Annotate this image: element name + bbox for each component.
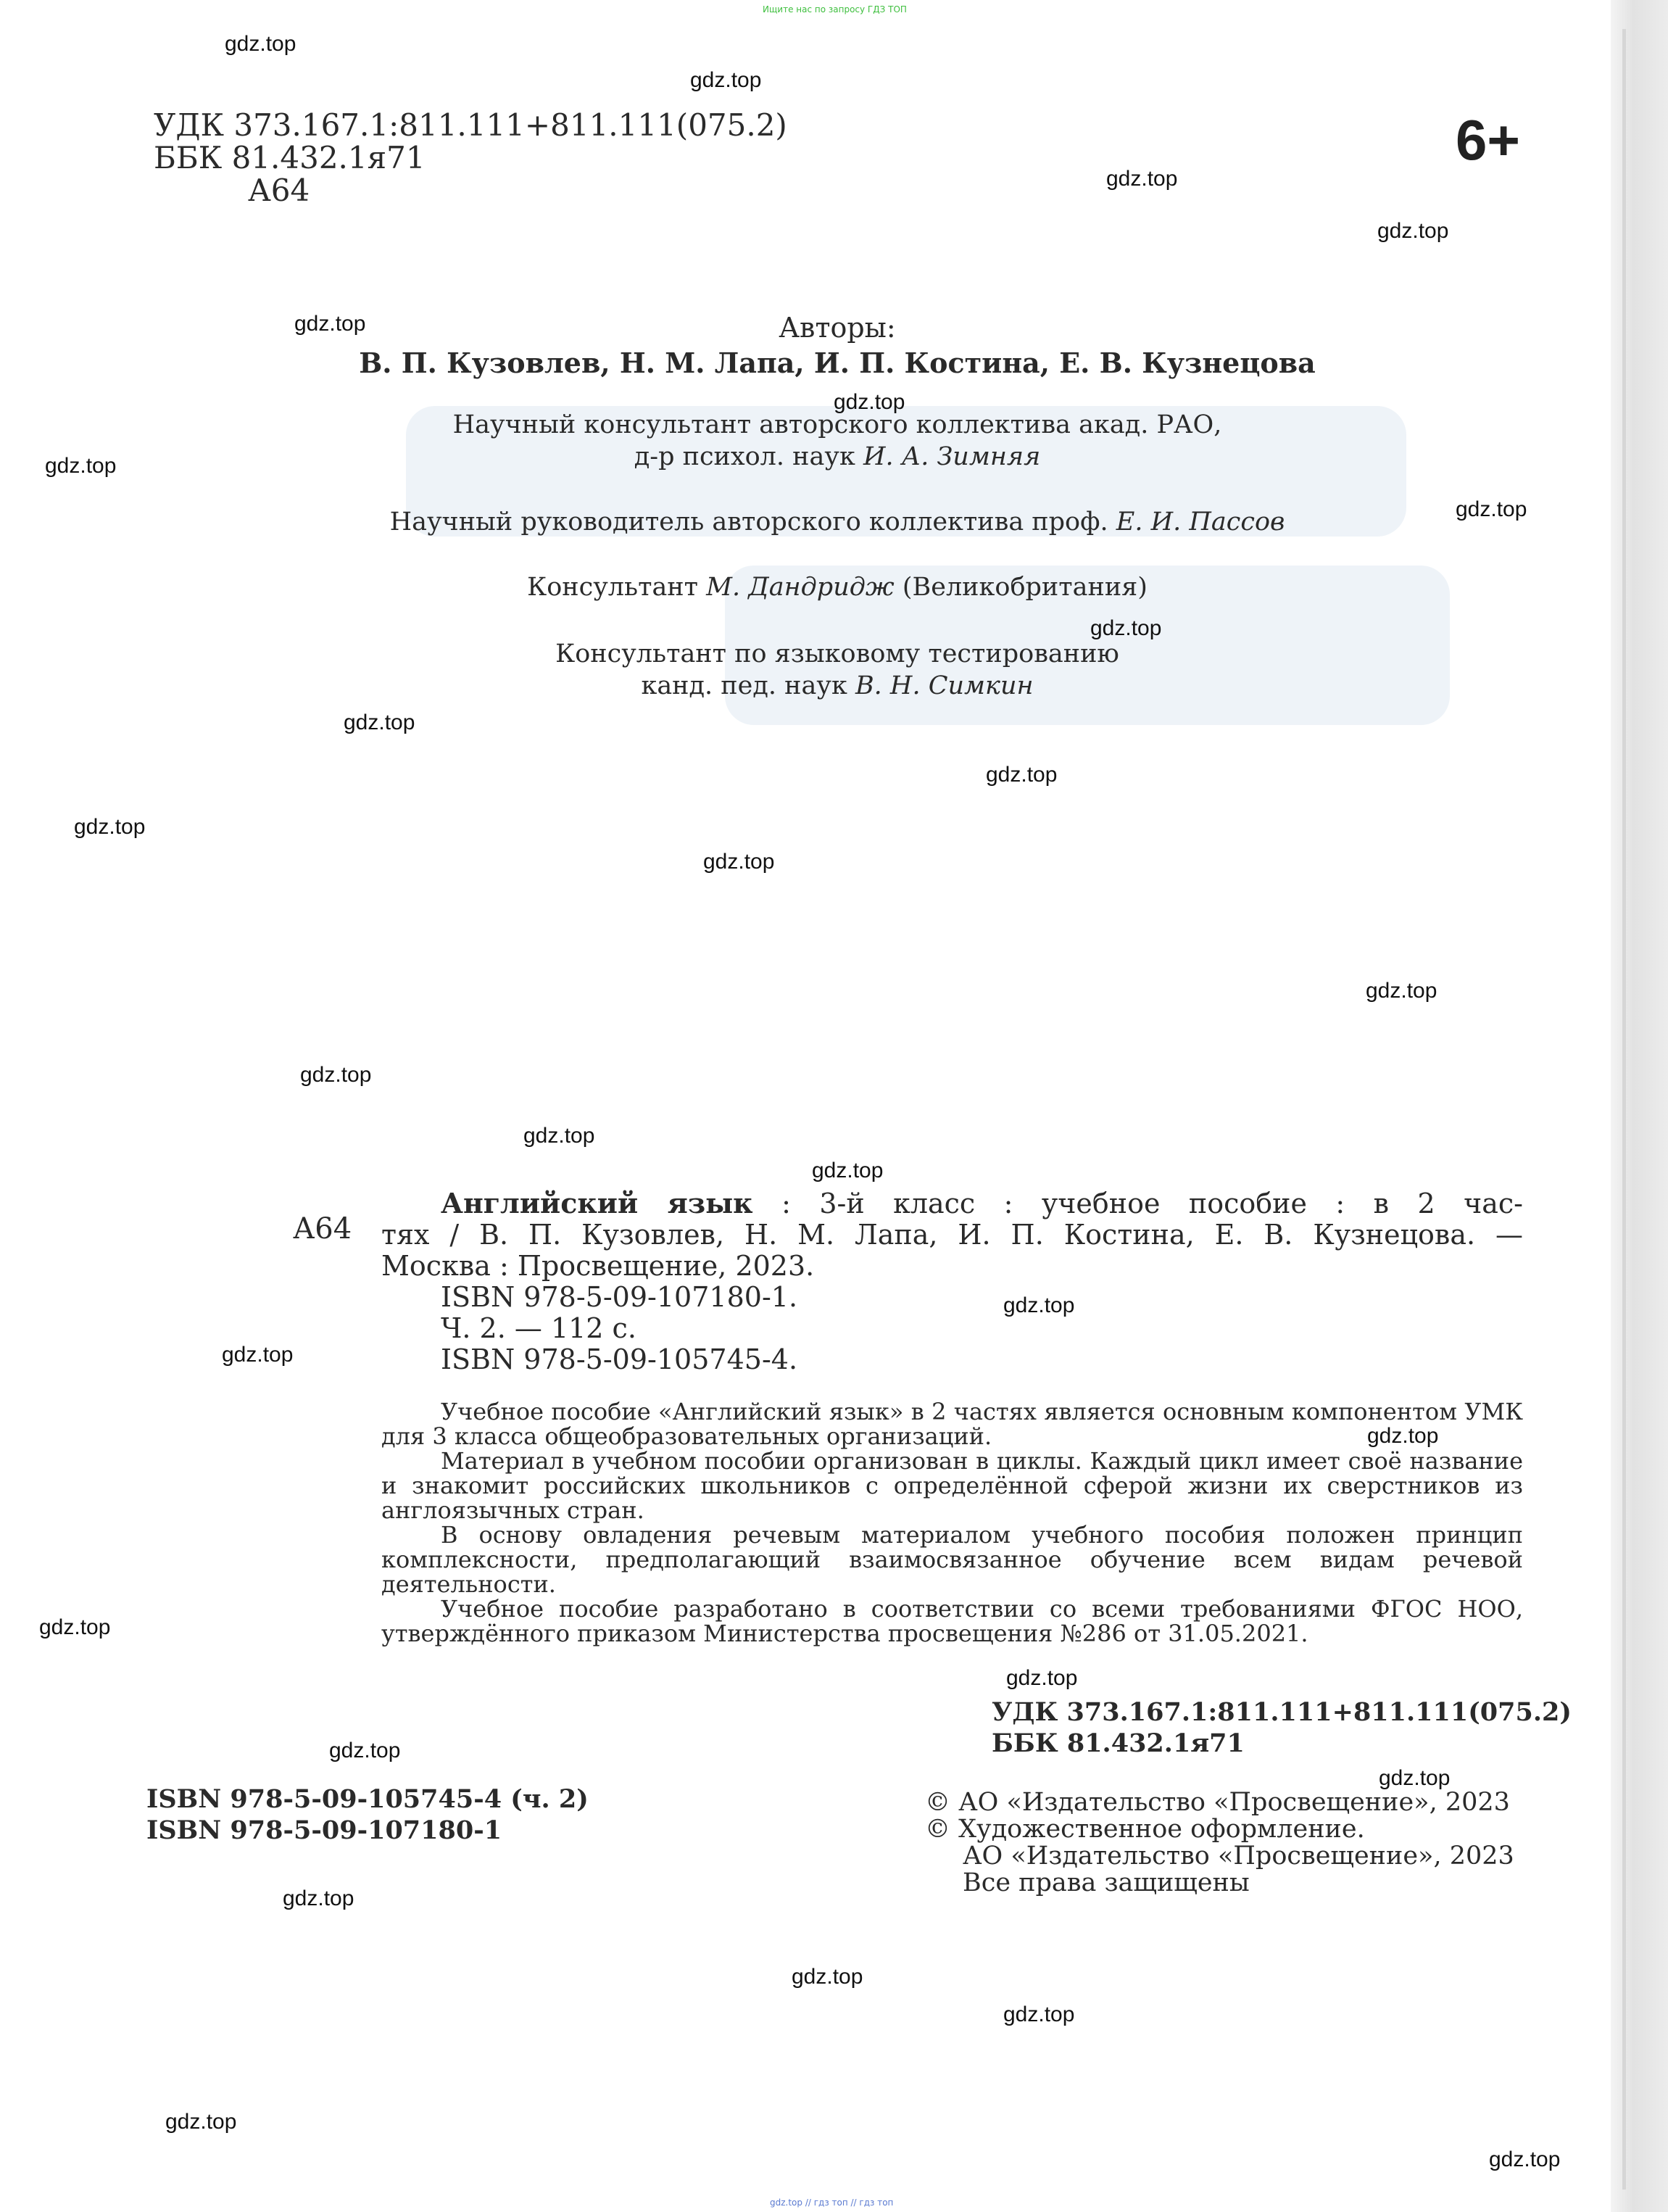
page-edge-shadow: [1611, 0, 1668, 2212]
bbk-bottom: ББК 81.432.1я71: [992, 1728, 1245, 1758]
isbn-bottom-2: ISBN 978-5-09-107180-1: [146, 1815, 502, 1845]
biblio-line2: тях / В. П. Кузовлев, Н. М. Лапа, И. П. Костина, Е. В. Кузнецова. —: [381, 1219, 1523, 1251]
biblio-isbn1: ISBN 978-5-09-107180-1.: [441, 1281, 798, 1313]
biblio-line1: [381, 1188, 1523, 1219]
page-edge-line: [1622, 29, 1626, 2190]
biblio-code: А64: [293, 1212, 352, 1246]
biblio-part: Ч. 2. — 112 с.: [441, 1312, 636, 1344]
copyright-block: [925, 1789, 1514, 1897]
header-link[interactable]: Ищите нас по запросу ГДЗ ТОП: [763, 4, 907, 15]
watermark: gdz.top: [986, 763, 1058, 787]
watermark: gdz.top: [294, 312, 366, 336]
copyright-line3: АО «Издательство «Просвещение», 2023: [963, 1842, 1514, 1871]
watermark: gdz.top: [1367, 1424, 1439, 1448]
sci-consultant-degree: д-р психол. наук: [634, 442, 855, 471]
consultant-line: [319, 573, 1356, 602]
watermark: gdz.top: [1377, 219, 1449, 243]
biblio-line1-rest: : 3-й класс : учебное пособие : в 2 час-: [752, 1188, 1523, 1219]
code-top: А64: [248, 173, 310, 208]
watermark: gdz.top: [834, 390, 905, 414]
copyright-line4: Все права защищены: [963, 1868, 1250, 1897]
annotation-paragraph: Учебное пособие разработано в соответствии со всеми требованиями ФГОС НОО, утверждённого приказом Министерства просвещения №286 от 31.05.2021.: [381, 1595, 1523, 1647]
watermark: gdz.top: [45, 454, 117, 478]
watermark: gdz.top: [300, 1063, 372, 1087]
authors-names: В. П. Кузовлев, Н. М. Лапа, И. П. Костина, Е. В. Кузнецова: [359, 347, 1316, 379]
udk-top-block: [154, 109, 787, 207]
watermark: gdz.top: [1003, 1293, 1075, 1317]
watermark: gdz.top: [690, 68, 762, 92]
biblio-line3: Москва : Просвещение, 2023.: [381, 1250, 815, 1282]
sci-consultant-name: И. А. Зимняя: [863, 442, 1041, 471]
watermark: gdz.top: [222, 1343, 294, 1367]
watermark: gdz.top: [1003, 2002, 1075, 2026]
watermark: gdz.top: [1379, 1766, 1451, 1790]
watermark: gdz.top: [812, 1159, 884, 1182]
udk-bottom: УДК 373.167.1:811.111+811.111(075.2): [992, 1697, 1572, 1727]
sci-consultant-line1: Научный консультант авторского коллектива акад. РАО,: [452, 410, 1222, 439]
testing-consultant-line2: [319, 671, 1356, 700]
watermark: gdz.top: [283, 1886, 354, 1910]
watermark: gdz.top: [523, 1124, 595, 1148]
watermark: gdz.top: [792, 1965, 863, 1989]
footer-link[interactable]: gdz.top // гдз топ // гдз топ: [770, 2197, 894, 2208]
sci-leader-name: Е. И. Пассов: [1116, 508, 1285, 537]
sci-leader-title: Научный руководитель авторского коллектива проф.: [389, 508, 1108, 537]
udk-bottom-block: [992, 1697, 1572, 1759]
watermark: gdz.top: [1106, 167, 1178, 191]
watermark: gdz.top: [329, 1739, 401, 1762]
annotation-paragraph: В основу овладения речевым материалом учебного пособия положен принцип комплексности, предполагающий взаимосвязанное обучение всем видам речевой деятельности.: [381, 1521, 1523, 1598]
watermark: gdz.top: [225, 32, 296, 56]
watermark: gdz.top: [1090, 616, 1162, 640]
testing-consultant-line1: Консультант по языковому тестированию: [555, 639, 1119, 668]
watermark: gdz.top: [703, 850, 775, 874]
sci-consultant-line2: [319, 442, 1356, 471]
udk-top: УДК 373.167.1:811.111+811.111(075.2): [154, 107, 787, 143]
consultant-country: (Великобритания): [902, 573, 1148, 602]
watermark: gdz.top: [1366, 979, 1437, 1003]
watermark: gdz.top: [74, 815, 146, 839]
biblio-isbn2: ISBN 978-5-09-105745-4.: [441, 1343, 798, 1375]
watermark: gdz.top: [1006, 1666, 1078, 1690]
bbk-top: ББК 81.432.1я71: [154, 140, 426, 175]
biblio-record: [381, 1188, 1523, 1375]
watermark: gdz.top: [39, 1615, 111, 1639]
sci-leader-line: [319, 508, 1356, 537]
annotation: [381, 1399, 1523, 1646]
consultant-name: М. Дандридж: [706, 573, 895, 602]
watermark: gdz.top: [1456, 497, 1527, 521]
isbn-bottom-block: [146, 1784, 589, 1846]
watermark: gdz.top: [344, 711, 415, 734]
age-rating: 6+: [1456, 108, 1520, 172]
testing-consultant-name: В. Н. Симкин: [855, 671, 1034, 700]
copyright-line2: © Художественное оформление.: [925, 1815, 1365, 1844]
annotation-paragraph: Учебное пособие «Английский язык» в 2 частях является основным компонентом УМК для 3 класса общеобразовательных организаций.: [381, 1398, 1523, 1450]
testing-consultant-degree: канд. пед. наук: [641, 671, 847, 700]
annotation-paragraph: Материал в учебном пособии организован в циклы. Каждый цикл имеет своё название и знакомит российских школьников с определённой сферой жизни их сверстников из англоязычных стран.: [381, 1447, 1523, 1524]
consultant-title: Консультант: [527, 573, 699, 602]
isbn-bottom-1: ISBN 978-5-09-105745-4 (ч. 2): [146, 1784, 589, 1814]
watermark: gdz.top: [165, 2110, 237, 2134]
authors-heading: Авторы:: [779, 312, 896, 344]
watermark: gdz.top: [1489, 2147, 1561, 2171]
copyright-line1: © АО «Издательство «Просвещение», 2023: [925, 1788, 1510, 1817]
book-title: Английский язык: [441, 1187, 753, 1219]
